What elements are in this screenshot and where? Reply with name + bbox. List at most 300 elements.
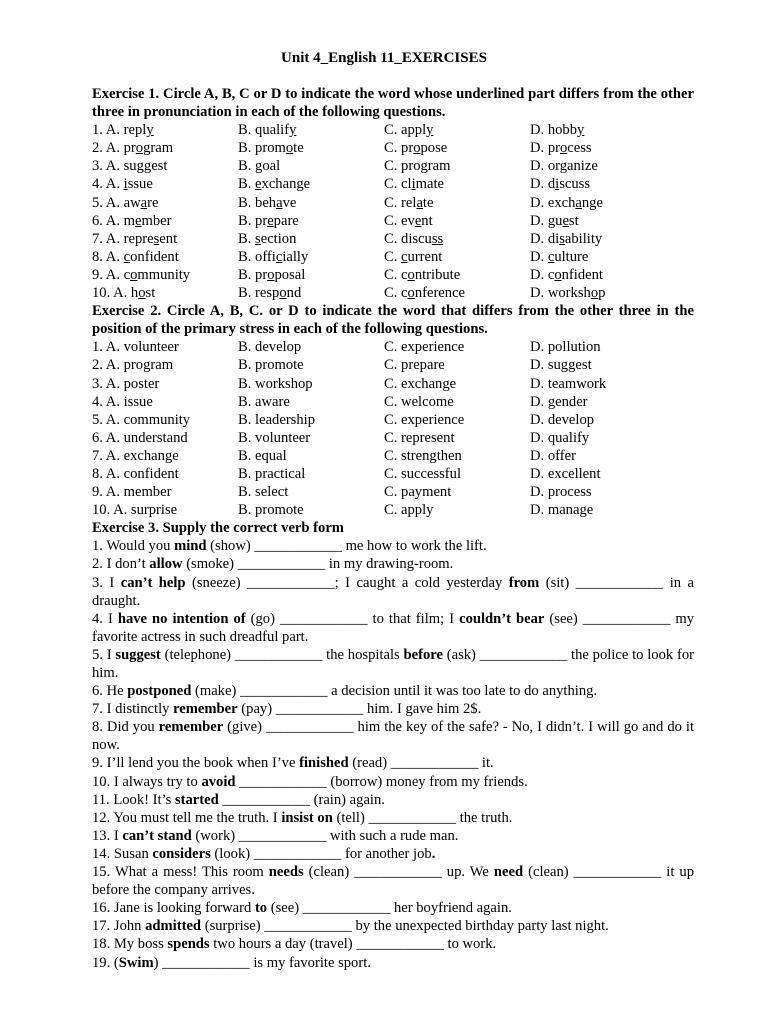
text-segment: C. pro — [384, 158, 421, 175]
answer-option[interactable] — [238, 266, 384, 284]
text-segment: D. exch — [530, 194, 576, 211]
text-segment: oal — [262, 158, 281, 175]
underlined-part: a — [416, 194, 423, 211]
answer-option[interactable]: 9. A. member — [92, 484, 172, 501]
underlined-part: o — [413, 140, 421, 157]
text-segment: 10. A. h — [92, 285, 139, 302]
text-segment: nd — [286, 285, 302, 302]
answer-option[interactable] — [238, 284, 384, 302]
bold-phrase: couldn’t bear — [459, 610, 545, 627]
answer-option[interactable]: 10. A. surprise — [92, 502, 178, 519]
text-segment: B. offi — [238, 248, 276, 265]
answer-option[interactable] — [530, 230, 694, 248]
bold-phrase: suggest — [115, 646, 161, 663]
text-segment: ulture — [554, 248, 589, 265]
underlined-part: e — [414, 212, 422, 229]
bold-phrase: started — [174, 791, 219, 808]
answer-option[interactable] — [530, 121, 694, 139]
text-segment: (tell) ____________ the truth. — [332, 809, 513, 826]
question-row — [92, 121, 694, 139]
underlined-part: o — [407, 285, 415, 302]
text-segment: C. — [384, 248, 402, 265]
text-segment: 17. John — [92, 918, 146, 935]
answer-option[interactable] — [530, 139, 694, 157]
text-segment: 6. He — [92, 683, 128, 700]
text-segment: nfident — [561, 266, 603, 283]
bold-phrase: finished — [299, 755, 349, 772]
bold-phrase: Swim — [118, 954, 154, 971]
text-segment: cess — [567, 140, 592, 157]
answer-option[interactable]: D. qualify — [530, 429, 590, 446]
text-segment: 8. A. — [92, 248, 124, 265]
text-segment: gram — [143, 140, 174, 157]
question-row — [92, 393, 694, 411]
question-item — [92, 718, 694, 754]
underlined-part: s — [153, 230, 160, 247]
question-item — [92, 555, 694, 573]
text-segment: (ask) ____________ the police to look for him. — [92, 646, 694, 681]
question-item — [92, 917, 694, 935]
answer-option[interactable]: 2. A. program — [92, 357, 174, 374]
answer-option[interactable] — [92, 194, 238, 212]
text-segment: te — [422, 194, 434, 211]
answer-option[interactable]: C. welcome — [384, 393, 454, 410]
underlined-part: a — [575, 194, 582, 211]
answer-option[interactable]: D. manage — [530, 502, 594, 519]
text-segment: B. — [238, 176, 256, 193]
answer-option[interactable]: D. gender — [530, 393, 588, 410]
text-segment: C. rel — [384, 194, 417, 211]
underlined-part: c — [275, 248, 283, 265]
answer-option[interactable]: D. develop — [530, 411, 595, 428]
text-segment: 1. Would you — [92, 538, 175, 555]
exercise-2-questions — [92, 338, 694, 519]
answer-option[interactable] — [384, 139, 530, 157]
answer-option[interactable] — [92, 157, 238, 175]
text-segment: 2. I don’t — [92, 556, 150, 573]
question-row — [92, 157, 694, 175]
text-segment: 18. My boss — [92, 936, 168, 953]
underlined-part: g — [559, 158, 568, 175]
question-item — [92, 537, 694, 555]
underlined-part: c — [547, 248, 555, 265]
text-segment: mmunity — [137, 266, 191, 283]
text-segment: 3. I — [92, 574, 121, 591]
answer-option[interactable] — [384, 248, 530, 266]
exercise-1-heading: Exercise 1. Circle A, B, C or D to indicate the word whose underlined part differs from the other three in pronunciation in each of the following questions. — [92, 86, 694, 121]
answer-option[interactable]: B. promote — [238, 502, 304, 519]
answer-option[interactable] — [384, 266, 530, 284]
underlined-part: o — [267, 266, 275, 283]
text-segment: ____________ (rain) again. — [218, 791, 385, 808]
underlined-part: o — [554, 266, 562, 283]
text-segment: B. prom — [238, 140, 286, 157]
bold-phrase: allow — [149, 556, 183, 573]
answer-option[interactable] — [384, 157, 530, 175]
text-segment: nge — [581, 194, 603, 211]
text-segment: ____________ (borrow) money from my friends. — [235, 773, 528, 790]
text-segment: (telephone) ____________ the hospitals — [160, 646, 404, 663]
underlined-part: g — [420, 158, 428, 175]
answer-option[interactable]: B. equal — [238, 447, 287, 464]
text-segment: pose — [420, 140, 448, 157]
underlined-part: e — [255, 176, 262, 193]
text-segment: 1. A. repl — [92, 122, 147, 139]
text-segment: two hours a day (travel) ____________ to work. — [209, 936, 497, 953]
question-item — [92, 682, 694, 700]
answer-option[interactable] — [92, 212, 238, 230]
answer-option[interactable]: 3. A. poster — [92, 375, 160, 392]
text-segment: C. appl — [384, 122, 427, 139]
answer-option[interactable] — [384, 194, 530, 212]
answer-option[interactable] — [92, 175, 238, 193]
answer-option[interactable]: B. select — [238, 484, 289, 501]
underlined-part: o — [407, 266, 415, 283]
bold-phrase: remember — [158, 719, 224, 736]
answer-option[interactable]: C. payment — [384, 484, 452, 501]
exercise-3-questions — [92, 537, 694, 971]
text-segment: ability — [564, 230, 603, 247]
answer-option[interactable] — [92, 266, 238, 284]
text-segment: B. pr — [238, 212, 268, 229]
question-row — [92, 447, 694, 465]
question-row — [92, 375, 694, 393]
answer-option[interactable]: 8. A. confident — [92, 465, 179, 482]
text-segment: D. gu — [530, 212, 563, 229]
question-row — [92, 139, 694, 157]
exercise-1-questions — [92, 121, 694, 302]
text-segment: D. di — [530, 230, 560, 247]
text-segment: D. hobb — [530, 122, 578, 139]
answer-option[interactable]: B. volunteer — [238, 429, 311, 446]
question-item — [92, 827, 694, 845]
bold-phrase: needs — [268, 864, 304, 881]
question-item — [92, 646, 694, 682]
text-segment: mate — [415, 176, 445, 193]
text-segment: 16. Jane is looking forward — [92, 900, 255, 917]
bold-phrase: can’t help — [120, 574, 186, 591]
text-segment: st — [145, 285, 156, 302]
text-segment: ially — [282, 248, 309, 265]
text-segment: mber — [141, 212, 172, 229]
question-row — [92, 230, 694, 248]
bold-phrase: need — [493, 864, 524, 881]
text-segment: 14. Susan — [92, 845, 153, 862]
text-segment: C. c — [384, 285, 408, 302]
answer-option[interactable] — [530, 266, 694, 284]
text-segment: ssue — [127, 176, 153, 193]
question-item — [92, 899, 694, 917]
answer-option[interactable] — [530, 212, 694, 230]
answer-option[interactable] — [238, 121, 384, 139]
answer-option[interactable]: B. leadership — [238, 411, 316, 428]
answer-option[interactable] — [238, 230, 384, 248]
bold-phrase: considers — [152, 845, 211, 862]
answer-option[interactable] — [238, 157, 384, 175]
underlined-part: a — [276, 194, 283, 211]
page-title: Unit 4_English 11_EXERCISES — [281, 50, 487, 66]
text-segment: (show) ____________ me how to work the lift. — [206, 538, 487, 555]
text-segment: B. — [238, 158, 256, 175]
answer-option[interactable]: C. represent — [384, 429, 455, 446]
answer-option[interactable]: 5. A. community — [92, 411, 191, 428]
question-row — [92, 483, 694, 501]
text-segment: B. resp — [238, 285, 280, 302]
text-segment: re — [147, 194, 159, 211]
text-segment: D. c — [530, 266, 555, 283]
bold-phrase: before — [403, 646, 443, 663]
text-segment: (surprise) ____________ by the unexpected birthday party last night. — [201, 918, 609, 935]
underlined-part: c — [401, 248, 408, 265]
answer-option[interactable]: 6. A. understand — [92, 429, 188, 446]
text-segment: ent — [159, 230, 178, 247]
bold-phrase: avoid — [201, 773, 236, 790]
answer-option[interactable] — [238, 175, 384, 193]
answer-option[interactable]: D. excellent — [530, 465, 601, 482]
text-segment: 5. A. aw — [92, 194, 141, 211]
question-item — [92, 700, 694, 718]
answer-option[interactable] — [92, 121, 238, 139]
text-segment: D. — [530, 248, 548, 265]
text-segment: ram — [427, 158, 451, 175]
question-row — [92, 465, 694, 483]
question-row — [92, 356, 694, 374]
text-segment: (see) ____________ her boyfriend again. — [267, 900, 512, 917]
underlined-part: o — [590, 285, 599, 302]
answer-option[interactable]: C. strengthen — [384, 447, 462, 464]
question-row — [92, 411, 694, 429]
question-row — [92, 194, 694, 212]
question-item — [92, 863, 694, 899]
text-segment: xchange — [261, 176, 311, 193]
question-row — [92, 338, 694, 356]
text-segment: C. cl — [384, 176, 412, 193]
text-segment: onfident — [130, 248, 179, 265]
underlined-part: o — [279, 285, 287, 302]
underlined-part: e — [134, 212, 142, 229]
bold-phrase: mind — [174, 538, 207, 555]
text-segment: (clean) ____________ up. We — [303, 864, 494, 881]
answer-option[interactable]: C. successful — [384, 465, 462, 482]
text-segment: 4. I — [92, 610, 118, 627]
text-segment: te — [293, 140, 304, 157]
text-segment: (work) ____________ with such a rude man. — [191, 827, 459, 844]
text-segment: (smoke) ____________ in my drawing-room. — [182, 556, 454, 573]
question-row — [92, 501, 694, 519]
answer-option[interactable] — [92, 248, 238, 266]
text-segment: (read) ____________ it. — [348, 755, 494, 772]
text-segment: 9. I’ll lend you the book when I’ve — [92, 755, 300, 772]
answer-option[interactable]: B. develop — [238, 339, 302, 356]
text-segment: ) ____________ is my favorite sport. — [153, 954, 371, 971]
underlined-part: o — [138, 285, 146, 302]
exercise-2-heading: Exercise 2. Circle A, B, C. or D to indicate the word that differs from the other three in the position of the primary stress in each of the following questions. — [92, 303, 694, 338]
underlined-part: y — [426, 122, 434, 139]
answer-option[interactable]: C. apply — [384, 502, 434, 519]
text-segment: 10. I always try to — [92, 773, 202, 790]
question-row — [92, 429, 694, 447]
text-segment: C. pr — [384, 140, 414, 157]
text-segment: scuss — [559, 176, 591, 193]
question-item — [92, 574, 694, 610]
text-segment: 8. Did you — [92, 719, 159, 736]
answer-option[interactable]: D. suggest — [530, 357, 592, 374]
text-segment: 9. A. c — [92, 266, 131, 283]
text-segment: D. pr — [530, 140, 560, 157]
text-segment: (sneeze) ____________; I caught a cold yesterday — [185, 574, 509, 591]
question-item — [92, 809, 694, 827]
answer-option[interactable]: C. exchange — [384, 375, 457, 392]
bold-phrase: . — [431, 845, 436, 862]
text-segment: p — [598, 285, 606, 302]
answer-option[interactable] — [384, 230, 530, 248]
answer-option[interactable]: B. workshop — [238, 375, 313, 392]
underlined-part: i — [555, 176, 560, 193]
question-item — [92, 754, 694, 772]
text-segment: 3. A. su — [92, 158, 137, 175]
question-item — [92, 791, 694, 809]
answer-option[interactable] — [238, 212, 384, 230]
question-item — [92, 845, 694, 863]
answer-option[interactable] — [530, 157, 694, 175]
answer-option[interactable]: C. prepare — [384, 357, 445, 374]
answer-option[interactable] — [92, 230, 238, 248]
text-segment: ntribute — [414, 266, 461, 283]
bold-phrase: remember — [173, 701, 238, 718]
underlined-part: i — [411, 176, 416, 193]
text-segment: B. pr — [238, 266, 268, 283]
underlined-part: g — [255, 158, 263, 175]
answer-option[interactable] — [530, 284, 694, 302]
underlined-part: i — [123, 176, 128, 193]
answer-option[interactable] — [530, 175, 694, 193]
text-segment: C. c — [384, 266, 408, 283]
underlined-part: e — [562, 212, 569, 229]
text-segment: anize — [567, 158, 598, 175]
text-segment: posal — [274, 266, 306, 283]
text-segment: (go) ____________ to that film; I — [245, 610, 460, 627]
text-segment: st — [568, 212, 579, 229]
question-row — [92, 212, 694, 230]
answer-option[interactable]: B. aware — [238, 393, 290, 410]
question-row — [92, 175, 694, 193]
text-segment: 2. A. pr — [92, 140, 136, 157]
underlined-part: o — [285, 140, 294, 157]
text-segment: B. beh — [238, 194, 277, 211]
underlined-part: o — [560, 140, 568, 157]
text-segment: 4. A. — [92, 176, 124, 193]
answer-option[interactable]: C. experience — [384, 339, 465, 356]
bold-phrase: postponed — [127, 683, 192, 700]
answer-option[interactable]: 7. A. exchange — [92, 447, 179, 464]
text-segment: 5. I — [92, 646, 116, 663]
text-segment: (see) ____________ my favorite actress in such dreadful part. — [92, 610, 695, 645]
text-segment: D. worksh — [530, 285, 591, 302]
answer-option[interactable]: D. offer — [530, 447, 576, 464]
answer-option[interactable] — [384, 212, 530, 230]
text-segment: pare — [273, 212, 299, 229]
underlined-part: s — [255, 230, 261, 247]
answer-option[interactable]: D. teamwork — [530, 375, 607, 392]
text-segment: (make) ____________ a decision until it was too late to do anything. — [191, 683, 598, 700]
text-segment: (sit) ____________ in a draught. — [92, 574, 694, 609]
text-segment: 6. A. m — [92, 212, 135, 229]
bold-phrase: can’t stand — [122, 827, 192, 844]
bold-phrase: insist on — [281, 809, 333, 826]
text-segment: B. — [238, 230, 256, 247]
answer-option[interactable] — [92, 139, 238, 157]
answer-option[interactable]: C. experience — [384, 411, 465, 428]
underlined-part: ss — [431, 230, 444, 247]
text-segment: 19. ( — [92, 954, 119, 971]
answer-option[interactable] — [384, 284, 530, 302]
text-segment: est — [151, 158, 168, 175]
answer-option[interactable]: D. process — [530, 484, 592, 501]
underlined-part: gg — [136, 158, 152, 175]
text-segment: (pay) ____________ him. I gave him 2$. — [237, 701, 482, 718]
text-segment: 7. A. repre — [92, 230, 154, 247]
answer-option[interactable]: 1. A. volunteer — [92, 339, 179, 356]
underlined-part: o — [130, 266, 138, 283]
text-segment: urrent — [407, 248, 443, 265]
text-segment: (look) ____________ for another job — [210, 845, 432, 862]
answer-option[interactable] — [384, 175, 530, 193]
text-segment: 13. I — [92, 827, 123, 844]
underlined-part: c — [123, 248, 131, 265]
underlined-part: y — [146, 122, 154, 139]
text-segment: D. or — [530, 158, 560, 175]
text-segment: 15. What a mess! This room — [92, 864, 269, 881]
answer-option[interactable]: D. pollution — [530, 339, 601, 356]
question-item — [92, 610, 694, 646]
question-row — [92, 248, 694, 266]
answer-option[interactable] — [384, 121, 530, 139]
answer-option[interactable] — [92, 284, 238, 302]
bold-phrase: admitted — [145, 918, 202, 935]
question-row — [92, 284, 694, 302]
answer-option[interactable] — [238, 194, 384, 212]
answer-option[interactable] — [530, 248, 694, 266]
question-item — [92, 954, 694, 972]
question-row — [92, 266, 694, 284]
answer-option[interactable] — [530, 194, 694, 212]
answer-option[interactable]: B. promote — [238, 357, 304, 374]
text-segment: ection — [260, 230, 297, 247]
text-segment: 7. I distinctly — [92, 701, 174, 718]
text-segment: C. discu — [384, 230, 432, 247]
bold-phrase: spends — [167, 936, 210, 953]
text-segment: 12. You must tell me the truth. I — [92, 809, 282, 826]
underlined-part: y — [289, 122, 297, 139]
bold-phrase: to — [254, 900, 268, 917]
text-segment: ve — [282, 194, 297, 211]
document-body — [92, 85, 694, 972]
text-segment: nt — [421, 212, 433, 229]
underlined-part: o — [135, 140, 144, 157]
underlined-part: e — [267, 212, 274, 229]
answer-option[interactable] — [238, 139, 384, 157]
bold-phrase: from — [508, 574, 540, 591]
answer-option[interactable]: 4. A. issue — [92, 393, 153, 410]
text-segment: C. ev — [384, 212, 415, 229]
answer-option[interactable]: B. practical — [238, 465, 306, 482]
answer-option[interactable] — [238, 248, 384, 266]
text-segment: (give) ____________ him the key of the safe? - No, I didn’t. I will go and do it now. — [92, 719, 694, 754]
bold-phrase: have no intention of — [117, 610, 246, 627]
underlined-part: s — [559, 230, 565, 247]
text-segment: 11. Look! It’s — [92, 791, 175, 808]
exercise-3-heading: Exercise 3. Supply the correct verb form — [92, 520, 344, 537]
